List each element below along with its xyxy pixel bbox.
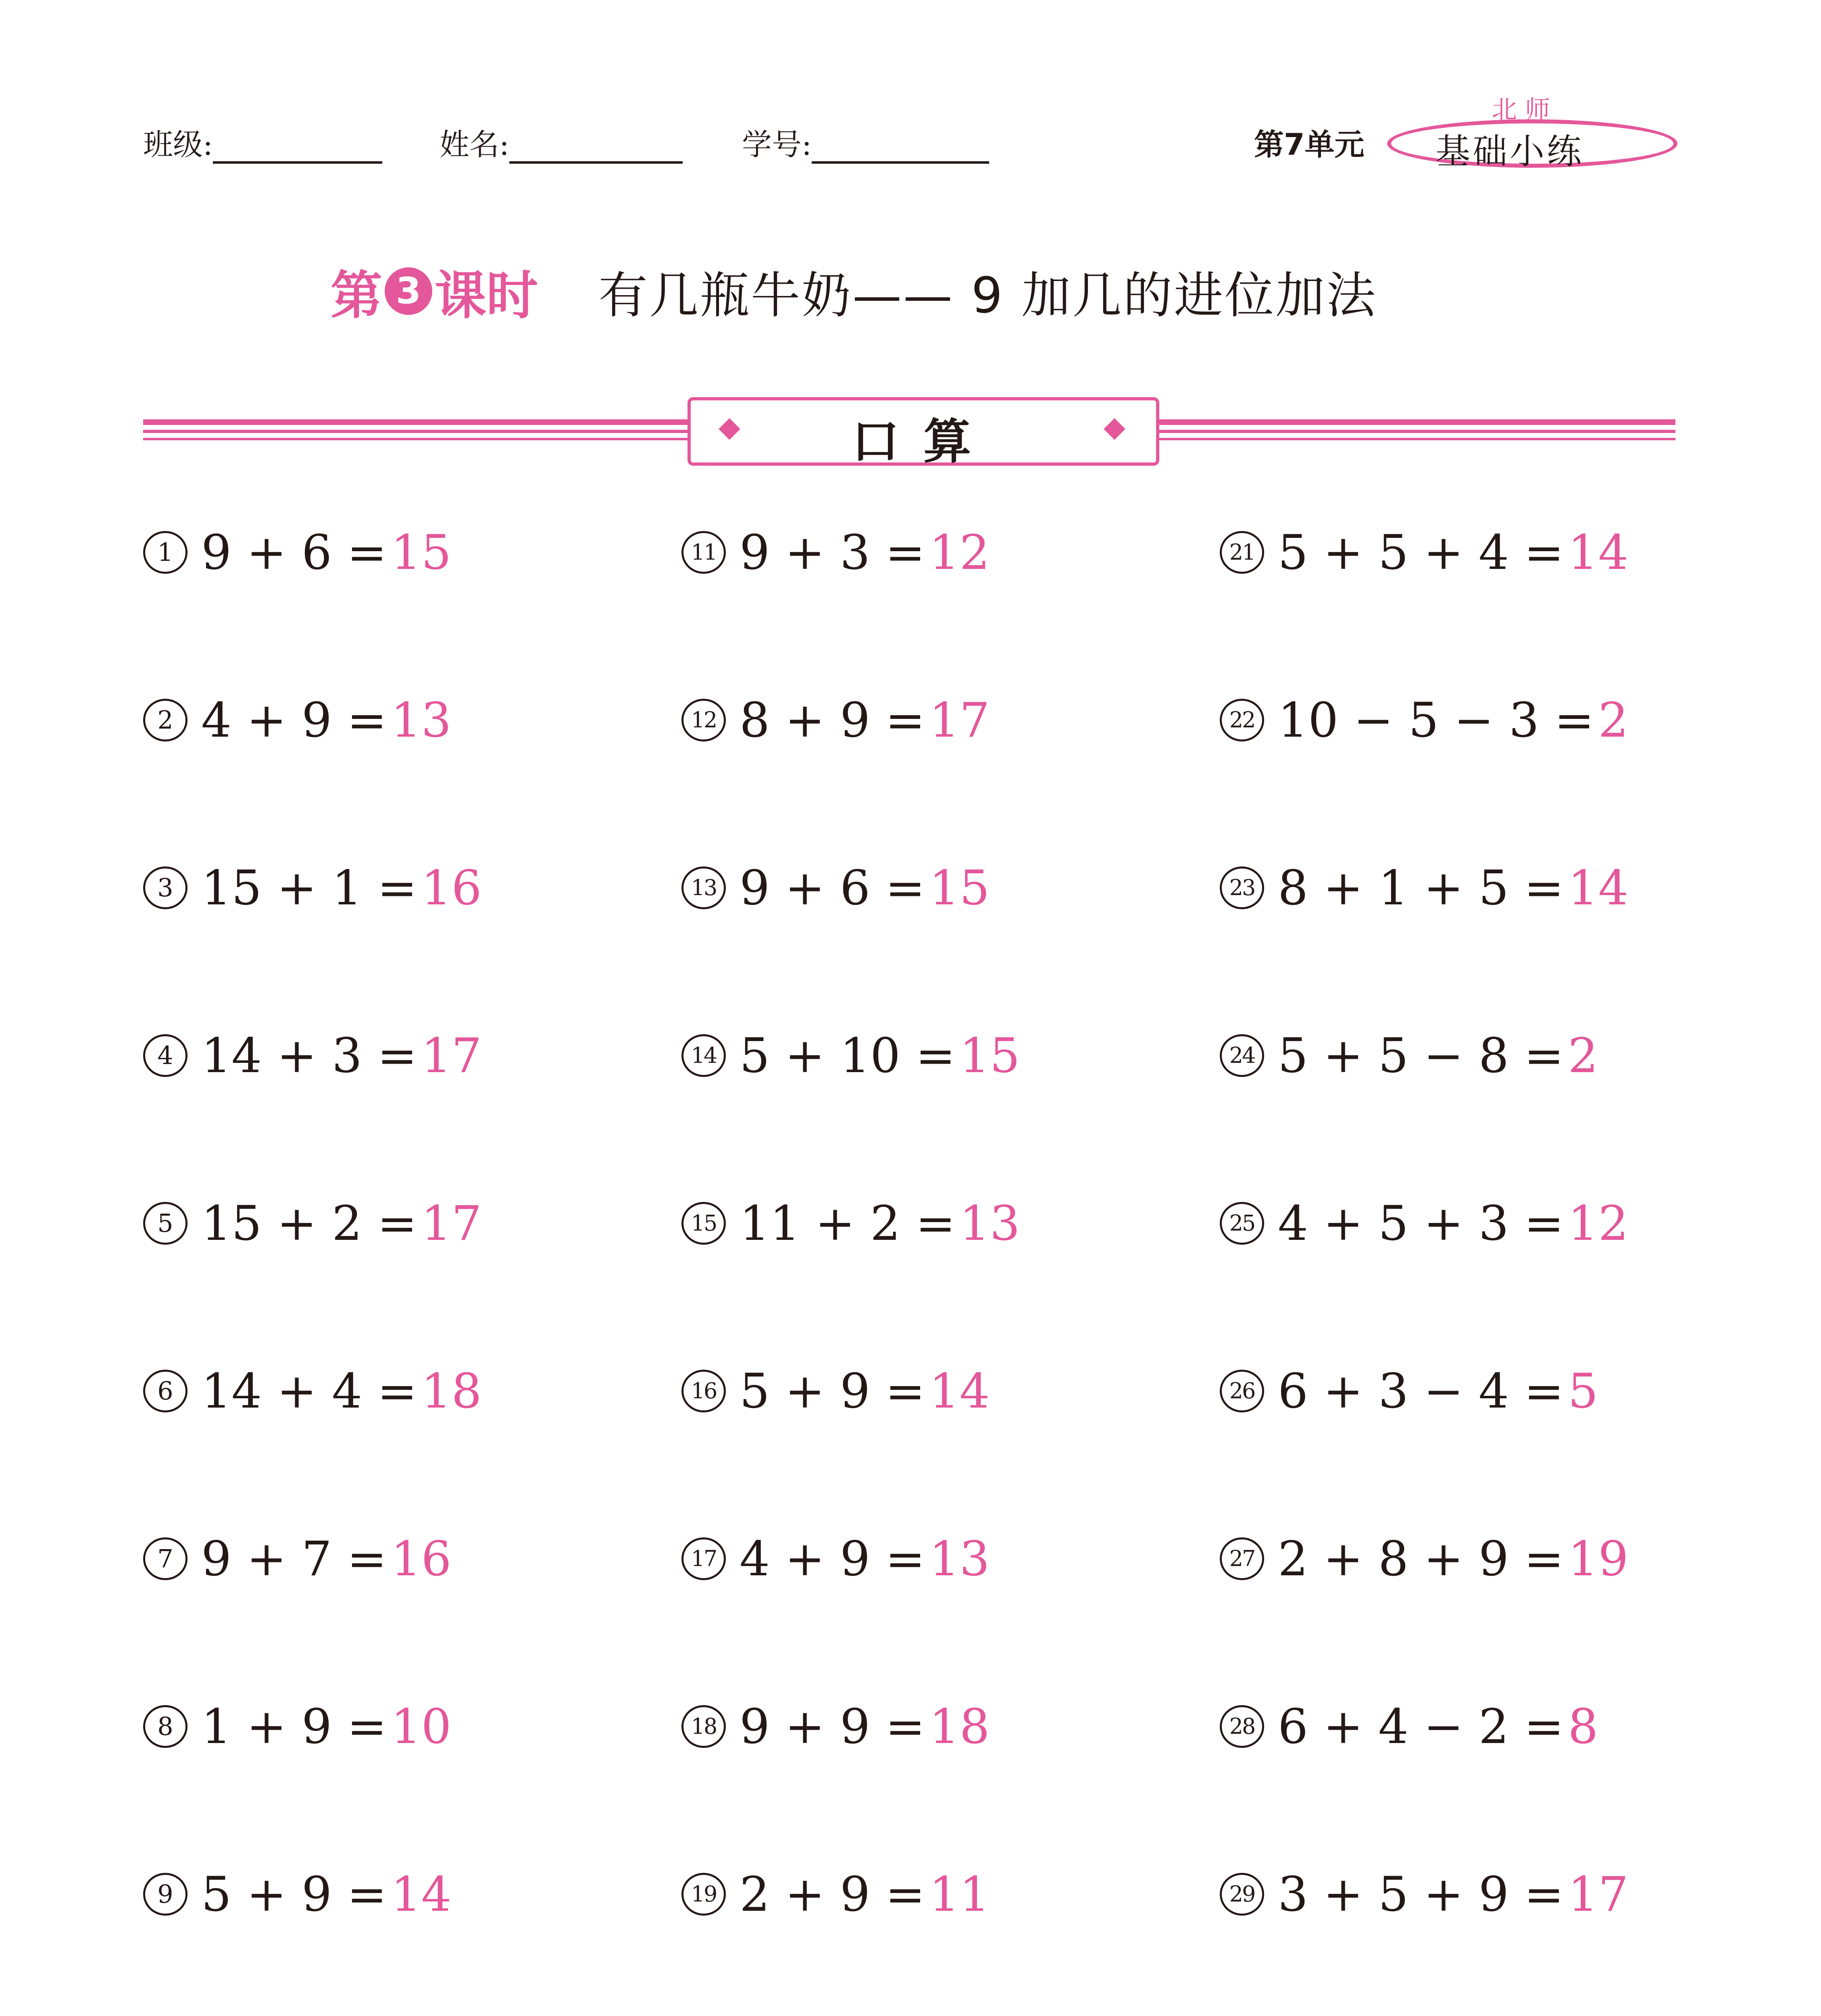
problem-answer[interactable]: 17 (421, 1195, 482, 1251)
problem-expression: 5 + 5 − 8 = (1278, 1028, 1564, 1083)
problem-12 (681, 692, 990, 748)
problem-expression: 4 + 5 + 3 = (1278, 1195, 1564, 1251)
class-label: 班级: (143, 127, 213, 162)
problem-answer[interactable]: 16 (391, 1531, 452, 1587)
problem-29 (1220, 1866, 1629, 1922)
problem-expression: 15 + 1 = (201, 860, 417, 916)
problem-22 (1220, 692, 1629, 748)
problem-answer[interactable]: 13 (959, 1195, 1020, 1251)
unit-label: 第7单元 (1254, 127, 1365, 162)
problem-5 (143, 1195, 482, 1252)
problem-19 (681, 1866, 990, 1922)
problem-expression: 4 + 9 = (740, 1531, 925, 1587)
problem-answer[interactable]: 17 (421, 1028, 482, 1083)
problem-number: 18 (681, 1705, 726, 1748)
problem-number: 29 (1220, 1873, 1264, 1916)
problem-number: 19 (681, 1873, 726, 1916)
problem-answer[interactable]: 10 (391, 1699, 452, 1754)
problem-expression: 3 + 5 + 9 = (1278, 1866, 1564, 1922)
problem-expression: 14 + 3 = (201, 1028, 417, 1083)
problem-number: 25 (1220, 1202, 1264, 1245)
problem-expression: 5 + 10 = (740, 1028, 956, 1083)
problem-answer[interactable]: 15 (929, 860, 990, 916)
problem-answer[interactable]: 14 (1568, 860, 1629, 916)
problem-number: 14 (681, 1034, 726, 1077)
problem-answer[interactable]: 17 (1568, 1866, 1629, 1922)
problem-expression: 10 − 5 − 3 = (1278, 692, 1594, 748)
problem-24 (1220, 1027, 1598, 1084)
problem-number: 5 (143, 1202, 188, 1245)
page-title (331, 254, 1377, 328)
name-blank[interactable] (509, 133, 683, 164)
problem-expression: 9 + 3 = (740, 525, 925, 580)
problem-26 (1220, 1363, 1598, 1419)
problem-1 (143, 524, 452, 581)
problem-number: 11 (681, 531, 726, 574)
problem-number: 6 (143, 1370, 188, 1412)
problem-number: 3 (143, 866, 188, 909)
problem-answer[interactable]: 13 (929, 1531, 990, 1587)
problem-answer[interactable]: 12 (929, 525, 990, 580)
problem-answer[interactable]: 14 (1568, 525, 1629, 580)
section-title: 口算 (851, 414, 995, 469)
problem-number: 7 (143, 1537, 188, 1580)
problem-expression: 6 + 3 − 4 = (1278, 1363, 1564, 1419)
problem-number: 28 (1220, 1705, 1264, 1748)
problem-7 (143, 1531, 452, 1587)
problem-expression: 8 + 1 + 5 = (1278, 860, 1564, 916)
problem-expression: 4 + 9 = (201, 692, 387, 748)
problem-expression: 6 + 4 − 2 = (1278, 1699, 1564, 1754)
problem-number: 15 (681, 1202, 726, 1245)
problem-number: 13 (681, 866, 726, 909)
problem-number: 12 (681, 699, 726, 741)
problem-number: 22 (1220, 699, 1264, 741)
problem-11 (681, 524, 990, 581)
problem-number: 21 (1220, 531, 1264, 574)
problem-expression: 9 + 7 = (201, 1531, 387, 1587)
name-field (440, 121, 683, 164)
problem-answer[interactable]: 18 (929, 1699, 990, 1754)
class-blank[interactable] (213, 133, 382, 164)
lesson-marker (331, 254, 538, 328)
name-label: 姓名: (440, 127, 509, 162)
problem-number: 4 (143, 1034, 188, 1077)
problem-expression: 5 + 5 + 4 = (1278, 525, 1564, 580)
problem-expression: 9 + 9 = (740, 1699, 925, 1754)
problem-17 (681, 1531, 990, 1587)
problem-answer[interactable]: 2 (1568, 1028, 1598, 1083)
problem-answer[interactable]: 16 (421, 860, 482, 916)
problem-2 (143, 692, 452, 748)
problem-expression: 15 + 2 = (201, 1195, 417, 1251)
problem-answer[interactable]: 18 (421, 1363, 482, 1419)
problem-number: 26 (1220, 1370, 1264, 1412)
problem-expression: 2 + 8 + 9 = (1278, 1531, 1564, 1587)
problem-answer[interactable]: 15 (959, 1028, 1020, 1083)
class-field (143, 121, 382, 164)
series-title: 基础小练 (1436, 131, 1584, 172)
problem-answer[interactable]: 15 (391, 525, 452, 580)
lesson-number: 3 (385, 267, 432, 315)
problem-3 (143, 860, 482, 916)
problem-expression: 9 + 6 = (201, 525, 387, 580)
problem-number: 23 (1220, 866, 1264, 909)
problem-expression: 14 + 4 = (201, 1363, 417, 1419)
problem-27 (1220, 1531, 1629, 1587)
problem-14 (681, 1027, 1020, 1084)
problem-6 (143, 1363, 482, 1419)
problem-answer[interactable]: 17 (929, 692, 990, 748)
problem-number: 8 (143, 1705, 188, 1748)
problem-16 (681, 1363, 990, 1419)
problem-answer[interactable]: 14 (929, 1363, 990, 1419)
series-publisher: 北师 (1492, 95, 1558, 124)
problem-answer[interactable]: 14 (391, 1866, 452, 1922)
problem-answer[interactable]: 11 (929, 1866, 990, 1922)
problem-expression: 5 + 9 = (201, 1866, 387, 1922)
problem-expression: 2 + 9 = (740, 1866, 925, 1922)
problem-number: 27 (1220, 1537, 1264, 1580)
lesson-suffix: 课时 (435, 266, 538, 326)
problem-answer[interactable]: 8 (1568, 1699, 1598, 1754)
problem-4 (143, 1027, 482, 1084)
problem-answer[interactable]: 13 (391, 692, 452, 748)
problem-number: 9 (143, 1873, 188, 1916)
problem-25 (1220, 1195, 1629, 1252)
problem-21 (1220, 524, 1629, 581)
problem-number: 16 (681, 1370, 726, 1412)
student-no-blank[interactable] (812, 133, 989, 164)
student-no-label: 学号: (742, 127, 812, 162)
lesson-title: 有几瓶牛奶—— 9 加几的进位加法 (598, 267, 1377, 324)
problem-28 (1220, 1698, 1598, 1755)
problem-expression: 8 + 9 = (740, 692, 925, 748)
lesson-prefix: 第 (331, 266, 383, 326)
problem-answer[interactable]: 5 (1568, 1363, 1598, 1419)
problem-answer[interactable]: 12 (1568, 1195, 1629, 1251)
problem-18 (681, 1698, 990, 1755)
problem-expression: 5 + 9 = (740, 1363, 925, 1419)
problem-number: 17 (681, 1537, 726, 1580)
problem-number: 2 (143, 699, 188, 741)
problem-expression: 1 + 9 = (201, 1699, 387, 1754)
problem-expression: 11 + 2 = (740, 1195, 956, 1251)
problem-8 (143, 1698, 452, 1755)
problem-23 (1220, 860, 1629, 916)
problem-13 (681, 860, 990, 916)
problem-answer[interactable]: 19 (1568, 1531, 1629, 1587)
problem-9 (143, 1866, 452, 1922)
problem-answer[interactable]: 2 (1598, 692, 1629, 748)
problem-number: 24 (1220, 1034, 1264, 1077)
problem-number: 1 (143, 531, 188, 574)
student-no-field (742, 121, 989, 164)
problem-15 (681, 1195, 1020, 1252)
problem-expression: 9 + 6 = (740, 860, 925, 916)
